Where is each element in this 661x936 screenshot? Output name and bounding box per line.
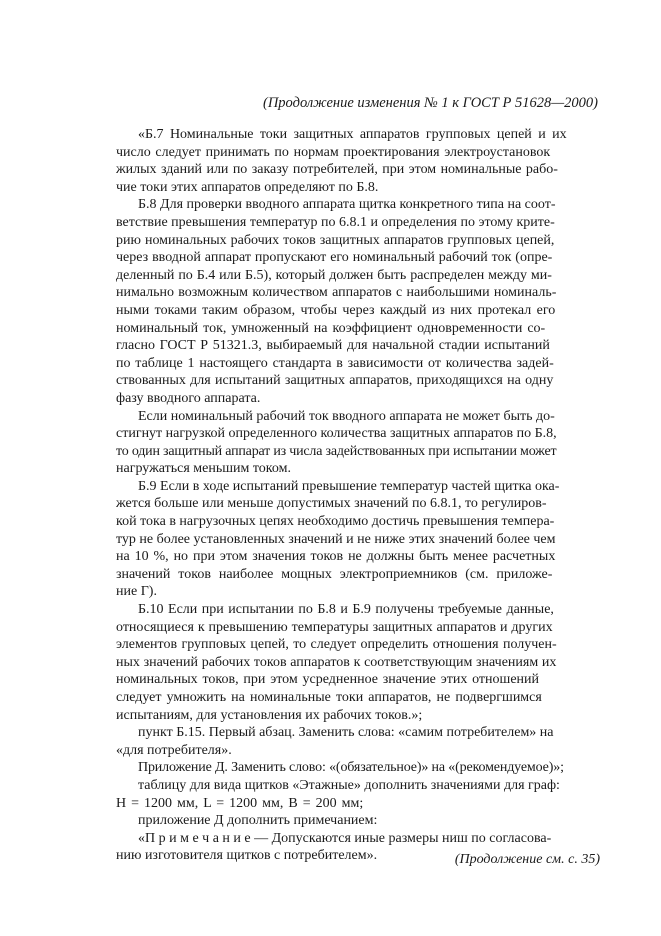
text-line: чие токи этих аппаратов определяют по Б.8. bbox=[116, 179, 379, 195]
text-line: стигнут нагрузкой определенного количества защитных аппаратов по Б.8, bbox=[116, 426, 557, 442]
text-line: то один защитный аппарат из числа задействованных при испытании может bbox=[116, 443, 557, 459]
text-line: ние Г). bbox=[116, 584, 157, 600]
last-line-row bbox=[116, 847, 600, 868]
text-line: фазу вводного аппарата. bbox=[116, 390, 261, 406]
text-line: Приложение Д. Заменить слово: «(обязательное)» на «(рекомендуемое)»; bbox=[138, 760, 564, 776]
text-line: тур не более установленных значений и не ниже этих значений более чем bbox=[116, 531, 556, 547]
text-line: ными токами таким образом, чтобы через каждый из них протекал его bbox=[116, 302, 556, 318]
text-line: Б.9 Если в ходе испытаний превышение температур частей щитка ока- bbox=[138, 478, 560, 494]
text-line: «для потребителя». bbox=[116, 742, 232, 758]
text-line: ветствие превышения температур по 6.8.1 и определения по этому крите- bbox=[116, 214, 555, 230]
text-line: элементов групповых цепей, то следует определить отношения получен- bbox=[116, 637, 557, 653]
page-header: (Продолжение изменения № 1 к ГОСТ Р 51628—2000) bbox=[263, 95, 598, 111]
text-line: через вводной аппарат пропускают его номинальный рабочий ток (опре- bbox=[116, 250, 553, 266]
text-line: ных значений рабочих токов аппаратов к соответствующим значениям их bbox=[116, 654, 557, 670]
text-line: нимально возможным количеством аппаратов с наибольшими номиналь- bbox=[116, 285, 557, 301]
text-line: значений токов наиболее мощных электроприемников (см. приложе- bbox=[116, 566, 553, 582]
text-line: Б.10 Если при испытании по Б.8 и Б.9 получены требуемые данные, bbox=[138, 602, 554, 618]
text-line: жилых зданий или по заказу потребителей, при этом номинальные рабо- bbox=[116, 162, 558, 178]
text-line: приложение Д дополнить примечанием: bbox=[138, 813, 378, 829]
text-line: гласно ГОСТ Р 51321.3, выбираемый для начальной стадии испытаний bbox=[116, 338, 550, 354]
continuation-note: (Продолжение см. с. 35) bbox=[454, 852, 600, 868]
text-line: число следует принимать по нормам проектирования электроустановок bbox=[116, 144, 551, 160]
text-line: кой тока в нагрузочных цепях необходимо достичь превышения темпера- bbox=[116, 514, 555, 530]
text-line: деленный по Б.4 или Б.5), который должен быть распределен между ми- bbox=[116, 267, 552, 283]
text-line: рию номинальных рабочих токов защитных аппаратов групповых цепей, bbox=[116, 232, 555, 248]
text-line: нагружаться меньшим током. bbox=[116, 461, 291, 477]
text-line: по таблице 1 настоящего стандарта в зависимости от количества задей- bbox=[116, 355, 554, 371]
text-line: нию изготовителя щитков с потребителем». bbox=[116, 848, 378, 864]
text-line: Если номинальный рабочий ток вводного аппарата не может быть до- bbox=[138, 408, 555, 424]
text-line: относящиеся к превышению температуры защитных аппаратов и других bbox=[116, 619, 553, 635]
text-line: ствованных для испытаний защитных аппаратов, приходящихся на одну bbox=[116, 373, 554, 389]
text-line: номинальных токов, при этом усредненное значение этих отношений bbox=[116, 672, 540, 688]
text-line: жется больше или меньше допустимых значений по 6.8.1, то регулиров- bbox=[116, 496, 547, 512]
text-line: номинальный ток, умноженный на коэффициент одновременности со- bbox=[116, 320, 546, 336]
text-line: испытаниям, для установления их рабочих токов.»; bbox=[116, 707, 423, 723]
text-line: таблицу для вида щитков «Этажные» дополнить значениями для граф: bbox=[138, 777, 560, 793]
text-line: на 10 %, но при этом значения токов не должны быть менее расчетных bbox=[116, 549, 556, 565]
document-body bbox=[116, 126, 600, 868]
text-line: H = 1200 мм, L = 1200 мм, B = 200 мм; bbox=[116, 795, 364, 811]
text-line: следует умножить на номинальные токи аппаратов, не подвергшимся bbox=[116, 690, 542, 705]
text-line: Б.8 Для проверки вводного аппарата щитка конкретного типа на соот- bbox=[138, 197, 556, 213]
text-line: пункт Б.15. Первый абзац. Заменить слова: «самим потребителем» на bbox=[138, 725, 554, 741]
text-line: «П р и м е ч а н и е — Допускаются иные размеры ниш по согласова- bbox=[138, 830, 552, 846]
text-line: «Б.7 Номинальные токи защитных аппаратов групповых цепей и их bbox=[138, 127, 567, 142]
